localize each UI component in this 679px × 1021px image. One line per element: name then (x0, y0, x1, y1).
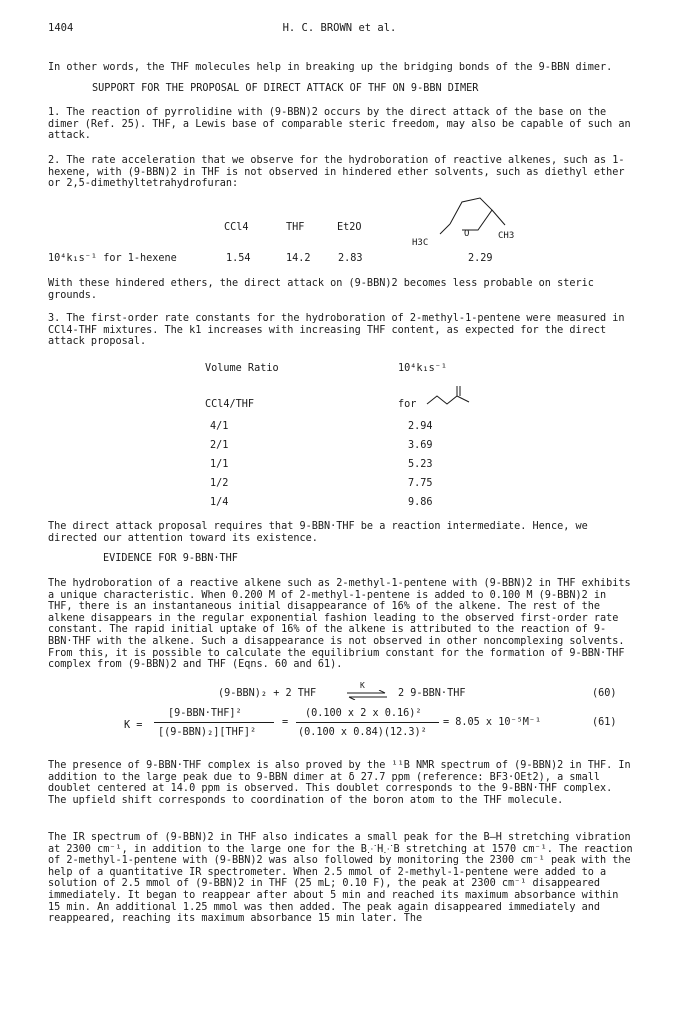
k-row-3: 5.23 (408, 459, 433, 470)
nmr-paragraph: The presence of 9-BBN·THF complex is also proved by the ¹¹B NMR spectrum of (9-BBN)2 in THF. In addition to the large peak due to 9-BBN dimer at δ 27.7 ppm (reference: BF3·OEt2), a small doublet centered at 14.0 ppm is observed. This doublet corresponds to the 9-BBN·THF complex. The upfield shift corresponds to coordination of the boron atom to the THF molecule. (48, 760, 631, 806)
eq61-numerator-2: (0.100 x 2 x 0.16)² (305, 708, 422, 719)
eq61-equals: = (282, 717, 289, 728)
eq61-fraction-bar-1 (154, 722, 274, 723)
section-heading-evidence: EVIDENCE FOR 9-BBN·THF (103, 553, 238, 564)
eq61-numerator-1: [9-BBN·THF]² (168, 708, 242, 719)
column-header-volume-ratio: Volume Ratio (205, 363, 279, 374)
evidence-paragraph: The hydroboration of a reactive alkene such as 2-methyl-1-pentene with (9-BBN)2 in THF exhibits a unique characteristic. When 0.200 M of 2-methyl-1-pentene is added to 0.100 M (9-BBN)2 in THF, there is an instantaneous initial disappearance of 16% of the alkene. The rest of the alkene disappears in the regular exponential fashion leading to the observed first-order rate constant. The rapid initial uptake of 16% of the alkene is attributed to the reaction of 9-BBN·THF with the alkene. Such a disappearance is not observed in other noncomplexing solvents. From this, it is possible to calculate the equilibrium constant for the formation of 9-BBN·THF complex from (9-BBN)2 and THF (Eqns. 60 and 61). (48, 578, 631, 671)
methyl-right-label: CH3 (498, 231, 515, 241)
running-header (48, 22, 631, 36)
ratio-row-1: 4/1 (210, 421, 229, 432)
subheader-ccl4-thf: CCl4/THF (205, 399, 255, 410)
eq60-lhs: (9-BBN)₂ + 2 THF (218, 688, 317, 699)
eq60-number: (60) (592, 688, 617, 699)
ratio-row-2: 2/1 (210, 440, 229, 451)
eq61-k: K = (124, 720, 143, 731)
eq61-result: = 8.05 x 10⁻⁵M⁻¹ (443, 717, 542, 728)
eq61-number: (61) (592, 717, 617, 728)
point-1-paragraph: 1. The reaction of pyrrolidine with (9-BBN)2 occurs by the direct attack of the base on the dimer (Ref. 25). THF, a Lewis base of comparable steric freedom, may also be capable of such an attack. (48, 107, 631, 142)
eq61-denominator-2: (0.100 x 0.84)(12.3)² (298, 727, 427, 738)
column-header-rate-constant: 10⁴k₁s⁻¹ (398, 363, 448, 374)
k-row-4: 7.75 (408, 478, 433, 489)
value-ccl4: 1.54 (226, 253, 251, 264)
k-row-2: 3.69 (408, 440, 433, 451)
ir-paragraph: The IR spectrum of (9-BBN)2 in THF also indicates a small peak for the B–H stretching vibration at 2300 cm⁻¹, in addition to the large one for the B⋰H⋰B stretching at 1570 cm⁻¹. The reaction of 2-methyl-1-pentene with (9-BBN)2 was also followed by monitoring the 2300 cm⁻¹ peak with the help of a quantitative IR spectrometer. When 2.5 mmol of 2-methyl-1-pentene were added to a solution of 2.5 mmol of (9-BBN)2 in THF (25 mL; 0.10 F), the peak at 2300 cm⁻¹ disappeared immediately. It began to reappear after about 5 min and reached its maximum absorbance within 15 min. An additional 1.25 mmol was then added. The peak again disappeared immediately and reappeared, reaching its maximum absorbance 15 min later. The (48, 832, 633, 925)
ring-oxygen-label: O (464, 229, 470, 239)
intermediate-paragraph: The direct attack proposal requires that 9-BBN·THF be a reaction intermediate. Hence, we directed our attention toward its existence. (48, 521, 588, 544)
subheader-for: for (398, 399, 417, 410)
column-header-thf: THF (286, 222, 305, 233)
eq61-denominator-1: [(9-BBN)₂][THF]² (158, 727, 257, 738)
column-header-ccl4: CCl4 (224, 222, 249, 233)
point-2-paragraph: 2. The rate acceleration that we observe for the hydroboration of reactive alkenes, such as 1-hexene, with (9-BBN)2 in THF is not observed in hindered ether solvents, such as diethyl ether or 2,5-dimethyltetrahydrofuran: (48, 155, 625, 190)
eq60-rhs: 2 9-BBN·THF (398, 688, 466, 699)
section-heading-support: SUPPORT FOR THE PROPOSAL OF DIRECT ATTACK OF THF ON 9-BBN DIMER (92, 83, 479, 94)
value-dimethylthf: 2.29 (468, 253, 493, 264)
column-header-et2o: Et2O (337, 222, 362, 233)
k-row-5: 9.86 (408, 497, 433, 508)
intro-paragraph: In other words, the THF molecules help in breaking up the bridging bonds of the 9-BBN dimer. (48, 62, 613, 73)
ratio-row-5: 1/4 (210, 497, 229, 508)
ratio-row-4: 1/2 (210, 478, 229, 489)
running-author: H. C. BROWN et al. (282, 22, 397, 34)
page-number: 1404 (48, 22, 74, 34)
equilibrium-arrow-icon (345, 690, 389, 700)
eq60-equilibrium-k: K (360, 681, 365, 690)
row-label-hexene: 10⁴k₁s⁻¹ for 1-hexene (48, 253, 177, 264)
value-et2o: 2.83 (338, 253, 363, 264)
dimethyl-thf-structure (410, 190, 520, 252)
point-3-paragraph: 3. The first-order rate constants for the hydroboration of 2-methyl-1-pentene were measured in CCl4-THF mixtures. The k1 increases with increasing THF content, as expected for the direct attack proposal. (48, 313, 625, 348)
eq61-fraction-bar-2 (296, 722, 439, 723)
k-row-1: 2.94 (408, 421, 433, 432)
hindered-ether-paragraph: With these hindered ethers, the direct attack on (9-BBN)2 becomes less probable on steric grounds. (48, 278, 594, 301)
methyl-left-label: H3C (412, 238, 429, 248)
value-thf: 14.2 (286, 253, 311, 264)
methylpentene-structure (423, 386, 483, 412)
ratio-row-3: 1/1 (210, 459, 229, 470)
